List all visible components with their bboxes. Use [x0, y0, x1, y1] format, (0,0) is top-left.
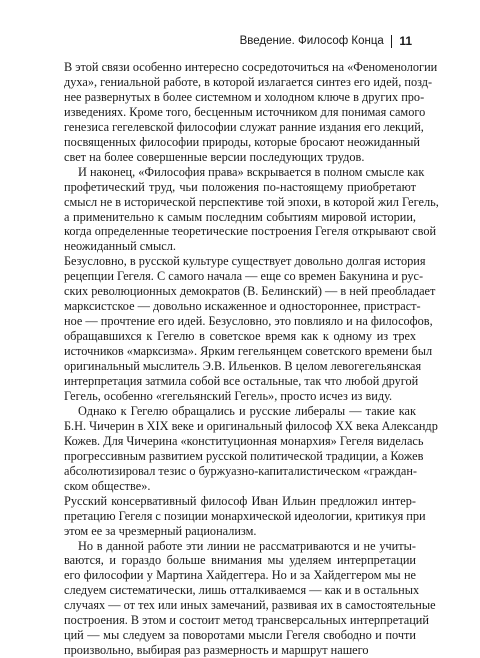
text-line: ное — прочтение его идей. Безусловно, это повлияло и на философов, — [64, 314, 416, 329]
text-line: смысл не в исторической перспективе той эпохи, в которой жил Гегель, — [64, 195, 416, 210]
text-line: прогрессивным развитием русской политической традиции, а Кожев — [64, 449, 416, 464]
running-title: Введение. Философ Конца — [240, 35, 384, 47]
text-line: Русский консервативный философ Иван Ильин предложил интер- — [64, 494, 416, 509]
text-line: посвященных философии природы, которые бросают неожиданный — [64, 135, 416, 150]
header-divider — [391, 35, 393, 48]
text-line: оригинальный мыслитель Э.В. Ильенков. В целом левогегельянская — [64, 359, 416, 374]
text-line: Но в данной работе эти линии не рассматриваются и не учиты- — [64, 539, 416, 554]
body-text — [64, 60, 416, 658]
text-line: претацию Гегеля с позиции монархической идеологии, критикуя при — [64, 509, 416, 524]
text-line: обращавшихся к Гегелю в советское время как к одному из трех — [64, 329, 416, 344]
text-line: духа», гениальной работе, в которой излагается синтез его идей, позд- — [64, 75, 416, 90]
text-line: В этой связи особенно интересно сосредоточиться на «Феноменологии — [64, 60, 416, 75]
paragraph — [64, 165, 416, 255]
paragraph — [64, 539, 416, 658]
text-line: ций — мы следуем за поворотами мысли Гегеля свободно и почти — [64, 628, 416, 643]
text-line: интерпретация затмила собой все остальные, так что любой другой — [64, 374, 416, 389]
text-line: случаях — от тех или иных замечаний, развивая их в самостоятельные — [64, 598, 416, 613]
text-line: следуем систематически, лишь отталкиваемся — как и в остальных — [64, 583, 416, 598]
text-line: ваются, и гораздо больше внимания мы уделяем интерпретации — [64, 553, 416, 568]
text-line: ских революционных демократов (В. Белинский) — в ней преобладает — [64, 284, 416, 299]
text-line: Гегель, особенно «гегельянский Гегель», просто исчез из виду. — [64, 389, 416, 404]
text-line: этом ее за чрезмерный рационализм. — [64, 524, 416, 539]
text-line: марксистское — довольно искаженное и одностороннее, пристраст- — [64, 299, 416, 314]
text-line: И наконец, «Философия права» вскрывается в полном смысле как — [64, 165, 416, 180]
text-line: рецепции Гегеля. С самого начала — еще со времен Бакунина и рус- — [64, 269, 416, 284]
text-line: Безусловно, в русской культуре существует довольно долгая история — [64, 254, 416, 269]
text-line: построения. В этом и состоит метод трансверсальных интерпретаций — [64, 613, 416, 628]
text-line: Кожев. Для Чичерина «конституционная монархия» Гегеля виделась — [64, 434, 416, 449]
text-line: абсолютизировал тезис о буржуазно-капиталистическом «граждан- — [64, 464, 416, 479]
text-line: источников «марксизма». Ярким гегельянцем советского времени был — [64, 344, 416, 359]
text-line: неожиданный смысл. — [64, 239, 416, 254]
text-line: а применительно к самым последним событиям мировой истории, — [64, 210, 416, 225]
text-line: Б.Н. Чичерин в XIX веке и оригинальный философ XX века Александр — [64, 419, 416, 434]
text-line: произвольно, выбирая раз размерность и маршрут нашего — [64, 643, 416, 658]
paragraph — [64, 254, 416, 404]
text-line: профетический труд, чьи положения по-настоящему приобретают — [64, 180, 416, 195]
paragraph — [64, 404, 416, 494]
text-line: Однако к Гегелю обращались и русские либералы — такие как — [64, 404, 416, 419]
paragraph — [64, 60, 416, 165]
page-number: 11 — [399, 34, 412, 48]
paragraph — [64, 494, 416, 539]
running-header — [240, 34, 412, 48]
text-line: нее развернутых в более системном и холодном ключе в других про- — [64, 90, 416, 105]
text-line: ском обществе». — [64, 479, 416, 494]
text-line: его философии у Мартина Хайдеггера. Но и за Хайдеггером мы не — [64, 568, 416, 583]
text-line: свет на более совершенные версии последующих трудов. — [64, 150, 416, 165]
text-line: когда определенные теоретические построения Гегеля открывают свой — [64, 224, 416, 239]
text-line: изведениях. Кроме того, бесценным источником для понимая самого — [64, 105, 416, 120]
text-line: генезиса гегелевской философии служат ранние издания его лекций, — [64, 120, 416, 135]
